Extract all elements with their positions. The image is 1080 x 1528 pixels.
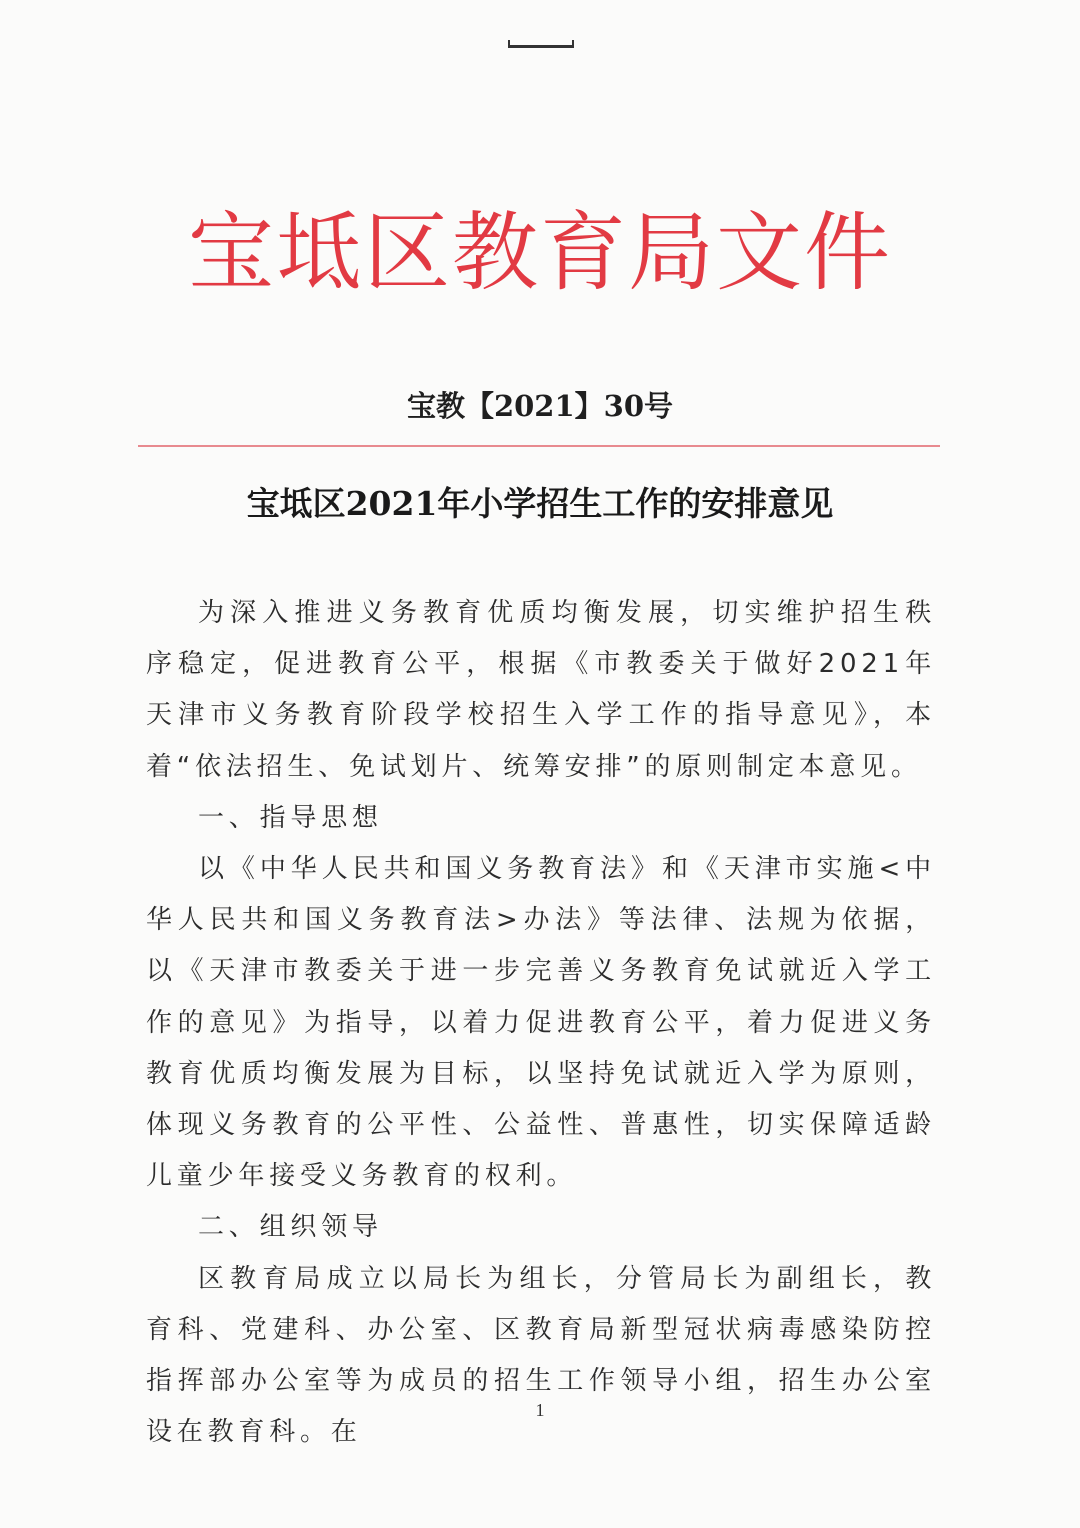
paragraph-intro: 为深入推进义务教育优质均衡发展，切实维护招生秩序稳定，促进教育公平，根据《市教委关于做好2021年天津市义务教育阶段学校招生入学工作的指导意见》，本着“依法招生、免试划片、统筹安排”的原则制定本意见。 [146, 598, 936, 782]
section-heading-organization: 二、组织领导 [198, 1212, 383, 1243]
red-divider-line [138, 445, 940, 447]
paragraph-organization: 区教育局成立以局长为组长，分管局长为副组长，教育科、党建科、办公室、区教育局新型冠状病毒感染防控指挥部办公室等为成员的招生工作领导小组，招生办公室设在教育科。在 [146, 1263, 936, 1448]
section-heading-guiding-ideology: 一、指导思想 [198, 802, 383, 833]
org-document-header: 宝坻区教育局文件 [188, 203, 892, 303]
document-body [146, 588, 936, 1458]
paragraph-guiding-ideology: 以《中华人民共和国义务教育法》和《天津市实施<中华人民共和国义务教育法>办法》等法律、法规为依据，以《天津市教委关于进一步完善义务教育免试就近入学工作的意见》为指导，以着力促进教育公平，着力促进义务教育优质均衡发展为目标，以坚持免试就近入学为原则，体现义务教育的公平性、公益性、普惠性，切实保障适龄儿童少年接受义务教育的权利。 [146, 854, 936, 1192]
page-number: 1 [535, 1400, 545, 1420]
binding-mark [508, 40, 574, 48]
document-number: 宝教【2021】30号 [406, 389, 674, 423]
document-title: 宝坻区2021年小学招生工作的安排意见 [246, 484, 834, 523]
